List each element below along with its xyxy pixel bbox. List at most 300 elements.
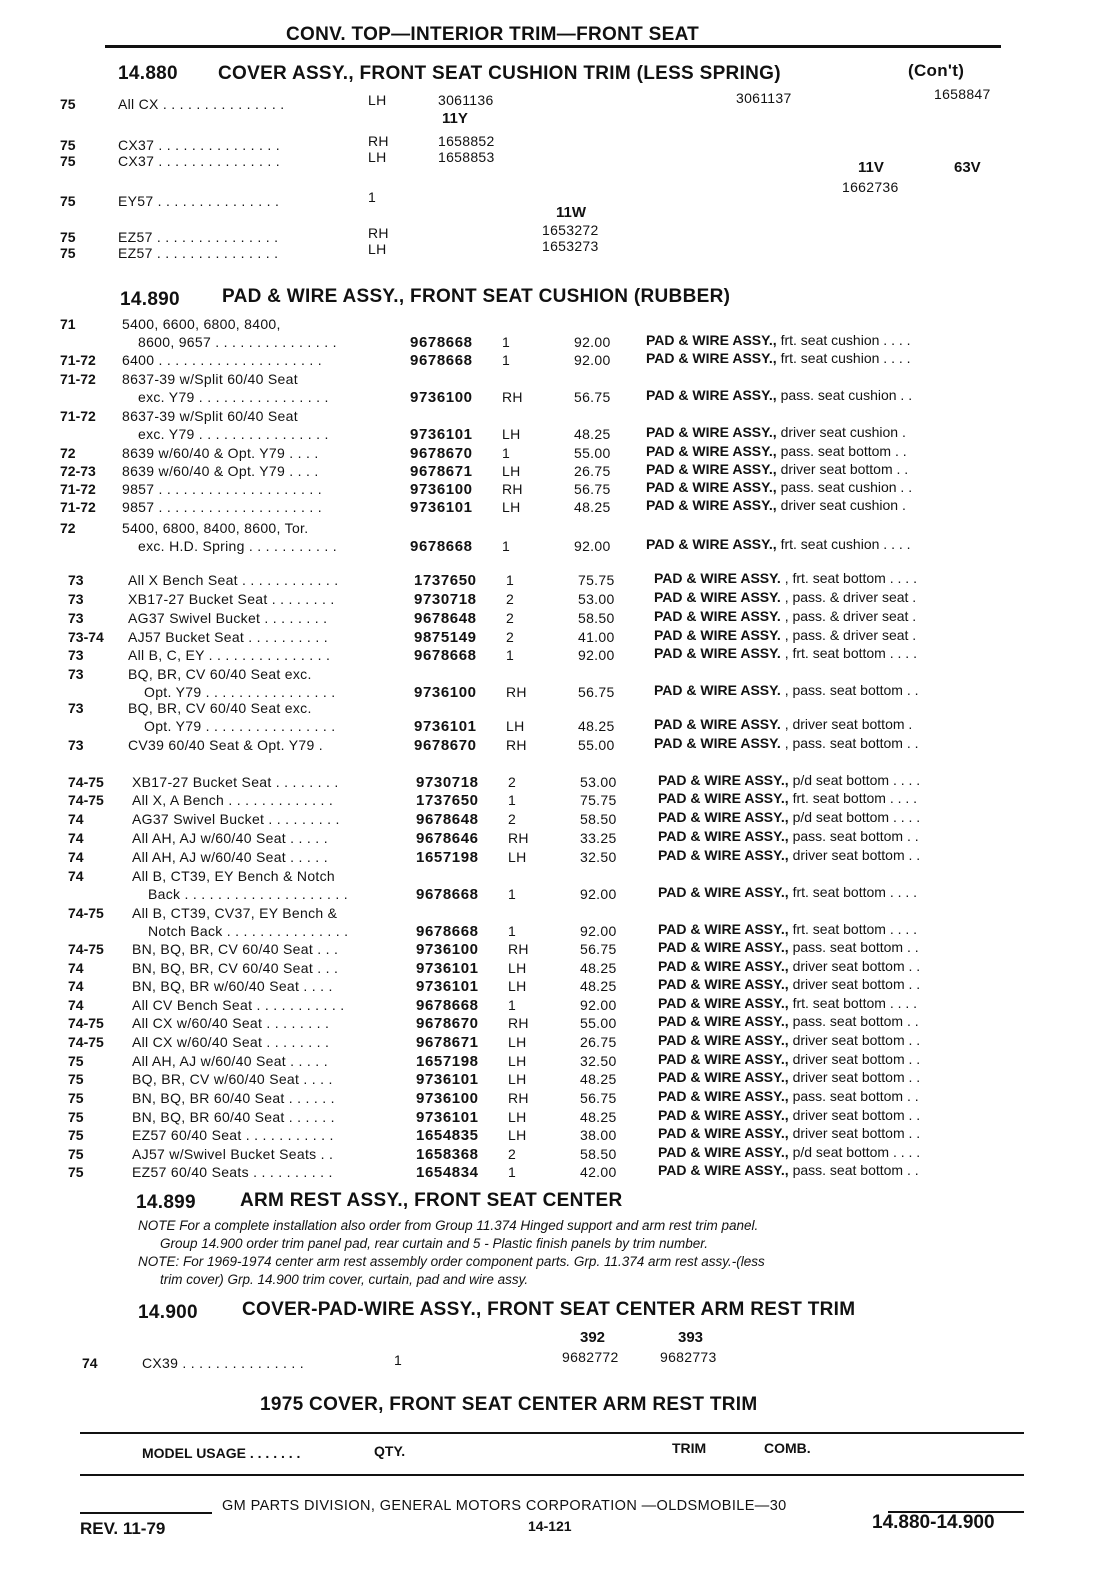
quantity: 2 (506, 610, 515, 626)
part-number: 9678668 (410, 352, 473, 369)
year: 73 (68, 647, 84, 663)
description-detail: frt. seat bottom . . . . (792, 995, 918, 1011)
description-detail: driver seat cushion . (780, 424, 906, 440)
description (658, 809, 920, 825)
description (658, 884, 917, 900)
part-number: 1657198 (416, 1053, 479, 1070)
price: 58.50 (580, 811, 617, 827)
footer-rule-left (80, 1512, 212, 1514)
part-number: 9736101 (416, 1109, 479, 1126)
header-rule (105, 45, 1001, 48)
description-part-name: PAD & WIRE ASSY. (654, 570, 781, 586)
quantity: 1 (502, 352, 511, 368)
side: LH (368, 149, 387, 165)
year: 72-73 (60, 463, 96, 479)
section-number-14900: 14.900 (138, 1302, 198, 1323)
model-usage: CX37 . . . . . . . . . . . . . . . (118, 137, 280, 153)
part-number: 9678668 (416, 923, 479, 940)
price: 56.75 (580, 941, 617, 957)
quantity: RH (508, 1015, 529, 1031)
price: 32.50 (580, 849, 617, 865)
description-detail: pass. seat bottom . . (792, 828, 919, 844)
side: 1 (368, 189, 377, 205)
description (646, 536, 911, 552)
price: 92.00 (574, 538, 611, 554)
model-usage: CX39 . . . . . . . . . . . . . . . (142, 1355, 304, 1371)
section-number-14899: 14.899 (136, 1192, 196, 1213)
description-part-name: PAD & WIRE ASSY., (646, 350, 777, 366)
footer-division: GM PARTS DIVISION, GENERAL MOTORS CORPORATION —OLDSMOBILE—30 (222, 1498, 787, 1514)
description-detail: driver seat bottom . . (780, 461, 909, 477)
model-usage: XB17-27 Bucket Seat . . . . . . . . (132, 774, 339, 790)
model-usage: All CX . . . . . . . . . . . . . . . (118, 96, 285, 112)
description-part-name: PAD & WIRE ASSY., (658, 1162, 789, 1178)
quantity: 1 (502, 334, 511, 350)
description-detail: driver seat bottom . . (792, 1051, 921, 1067)
model-usage: XB17-27 Bucket Seat . . . . . . . . (128, 591, 335, 607)
column-trim: TRIM (672, 1440, 707, 1456)
model-usage: All AH, AJ w/60/40 Seat . . . . . (132, 1053, 328, 1069)
part-number: 9736100 (414, 684, 477, 701)
model-usage: BN, BQ, BR 60/40 Seat . . . . . . (132, 1109, 335, 1125)
description-detail: driver seat bottom . . (792, 847, 921, 863)
description (658, 1107, 920, 1123)
description-part-name: PAD & WIRE ASSY., (658, 1144, 789, 1160)
model-usage: All B, CT39, EY Bench & Notch (132, 868, 335, 884)
model-usage: Opt. Y79 . . . . . . . . . . . . . . . . (144, 718, 336, 734)
model-usage: All X Bench Seat . . . . . . . . . . . . (128, 572, 339, 588)
description (654, 645, 917, 661)
year: 71-72 (60, 481, 96, 497)
description-detail: frt. seat bottom . . . . (792, 790, 918, 806)
year: 74 (68, 978, 84, 994)
part-number: 9678668 (410, 538, 473, 555)
model-usage: BN, BQ, BR, CV 60/40 Seat . . . (132, 960, 339, 976)
quantity: LH (508, 1034, 527, 1050)
description-part-name: PAD & WIRE ASSY., (658, 809, 789, 825)
model-usage: 8600, 9657 . . . . . . . . . . . . . . . (138, 334, 337, 350)
year: 74-75 (68, 792, 104, 808)
description (658, 1013, 919, 1029)
year: 74-75 (68, 905, 104, 921)
description (658, 1162, 919, 1178)
quantity: 1 (508, 792, 517, 808)
description (646, 443, 907, 459)
year: 75 (60, 245, 76, 261)
price: 56.75 (574, 389, 611, 405)
price: 92.00 (580, 886, 617, 902)
description (646, 424, 906, 440)
quantity: RH (502, 481, 523, 497)
description-part-name: PAD & WIRE ASSY., (658, 939, 789, 955)
description-detail: driver seat bottom . . (792, 1125, 921, 1141)
part-number: 9736100 (410, 389, 473, 406)
model-usage: EZ57 60/40 Seat . . . . . . . . . . . (132, 1127, 334, 1143)
part-number: 1658853 (438, 149, 495, 165)
group-range: 14.880-14.900 (872, 1512, 995, 1533)
part-number: 9678668 (414, 647, 477, 664)
description-detail: pass. seat bottom . . (792, 1162, 919, 1178)
year: 71-72 (60, 499, 96, 515)
model-usage: BN, BQ, BR 60/40 Seat . . . . . . (132, 1090, 335, 1106)
trim-code: 63V (954, 159, 981, 176)
page-header: CONV. TOP—INTERIOR TRIM—FRONT SEAT (286, 24, 700, 45)
description (658, 1051, 920, 1067)
description-detail: driver seat bottom . . (792, 1069, 921, 1085)
quantity: LH (508, 960, 527, 976)
description (646, 350, 911, 366)
model-usage: BQ, BR, CV 60/40 Seat exc. (128, 700, 312, 716)
year: 74 (68, 849, 84, 865)
model-usage: 9857 . . . . . . . . . . . . . . . . . . . . (122, 499, 322, 515)
trim-code: 11V (858, 159, 884, 176)
section-title-14890: PAD & WIRE ASSY., FRONT SEAT CUSHION (RUBBER) (222, 286, 731, 307)
description-part-name: PAD & WIRE ASSY., (658, 1013, 789, 1029)
model-usage: AG37 Swivel Bucket . . . . . . . . . (132, 811, 340, 827)
part-number: 1662736 (842, 179, 899, 195)
year: 73 (68, 610, 84, 626)
trim-code: 11W (556, 204, 587, 221)
description-part-name: PAD & WIRE ASSY., (658, 921, 789, 937)
description-part-name: PAD & WIRE ASSY. (654, 716, 781, 732)
description-detail: pass. seat bottom . . (792, 1088, 919, 1104)
description-part-name: PAD & WIRE ASSY., (646, 424, 777, 440)
note-line-3: NOTE: For 1969-1974 center arm rest assembly order component parts. Grp. 11.374 arm rest assy.-(less (138, 1254, 765, 1269)
part-number: 9682773 (660, 1349, 717, 1365)
description (654, 716, 912, 732)
year: 71-72 (60, 371, 96, 387)
quantity: LH (508, 1127, 527, 1143)
description (658, 1069, 920, 1085)
model-usage: 9857 . . . . . . . . . . . . . . . . . . . . (122, 481, 322, 497)
description-part-name: PAD & WIRE ASSY. (654, 735, 781, 751)
description-part-name: PAD & WIRE ASSY., (658, 1125, 789, 1141)
price: 42.00 (580, 1164, 617, 1180)
description-part-name: PAD & WIRE ASSY., (658, 1032, 789, 1048)
year: 73 (68, 700, 84, 716)
year: 75 (60, 137, 76, 153)
description-detail: frt. seat bottom . . . . (792, 884, 918, 900)
part-number: 1658847 (934, 86, 991, 102)
model-usage: BQ, BR, CV w/60/40 Seat . . . . (132, 1071, 333, 1087)
note-line-2: Group 14.900 order trim panel pad, rear curtain and 5 - Plastic finish panels by trim number. (160, 1236, 709, 1251)
description-detail: , pass. seat bottom . . (784, 682, 919, 698)
model-usage: exc. Y79 . . . . . . . . . . . . . . . . (138, 389, 329, 405)
model-usage: CX37 . . . . . . . . . . . . . . . (118, 153, 280, 169)
year: 73 (68, 666, 84, 682)
year: 75 (68, 1164, 84, 1180)
price: 56.75 (580, 1090, 617, 1106)
year: 75 (68, 1053, 84, 1069)
quantity: 2 (508, 1146, 517, 1162)
column-model-usage: MODEL USAGE . . . . . . . (142, 1445, 301, 1461)
description-part-name: PAD & WIRE ASSY., (646, 332, 777, 348)
part-number: 1658852 (438, 133, 495, 149)
description (658, 976, 920, 992)
description (646, 332, 911, 348)
model-usage: All B, C, EY . . . . . . . . . . . . . . . (128, 647, 331, 663)
side: LH (368, 92, 387, 108)
description-part-name: PAD & WIRE ASSY. (654, 645, 781, 661)
price: 92.00 (580, 923, 617, 939)
model-usage: 8637-39 w/Split 60/40 Seat (122, 371, 298, 387)
description-part-name: PAD & WIRE ASSY. (654, 589, 781, 605)
year: 72 (60, 520, 76, 536)
description-detail: pass. seat bottom . . (792, 1013, 919, 1029)
column-comb: COMB. (764, 1440, 811, 1456)
quantity: LH (508, 849, 527, 865)
year: 75 (60, 229, 76, 245)
quantity: 1 (506, 647, 515, 663)
table-bottom-rule (80, 1474, 1024, 1476)
part-number: 9736100 (410, 481, 473, 498)
description-part-name: PAD & WIRE ASSY., (658, 1107, 789, 1123)
side: RH (368, 225, 389, 241)
year: 75 (68, 1146, 84, 1162)
description-part-name: PAD & WIRE ASSY., (658, 1069, 789, 1085)
part-number: 9678648 (416, 811, 479, 828)
model-usage: EZ57 . . . . . . . . . . . . . . . (118, 229, 279, 245)
model-usage: 5400, 6600, 6800, 8400, (122, 316, 281, 332)
year: 73 (68, 737, 84, 753)
quantity: 2 (508, 774, 517, 790)
section-number-14880: 14.880 (118, 63, 178, 84)
price: 38.00 (580, 1127, 617, 1143)
description (658, 1125, 920, 1141)
quantity: LH (508, 1109, 527, 1125)
description-part-name: PAD & WIRE ASSY., (658, 995, 789, 1011)
description (654, 570, 917, 586)
model-usage: EZ57 . . . . . . . . . . . . . . . (118, 245, 279, 261)
section-number-14890: 14.890 (120, 289, 180, 310)
description-detail: pass. seat bottom . . (792, 939, 919, 955)
model-usage: AG37 Swivel Bucket . . . . . . . . (128, 610, 328, 626)
price: 32.50 (580, 1053, 617, 1069)
price: 48.25 (580, 978, 617, 994)
description-detail: , frt. seat bottom . . . . (784, 645, 917, 661)
description-part-name: PAD & WIRE ASSY., (658, 1051, 789, 1067)
description-part-name: PAD & WIRE ASSY., (658, 1088, 789, 1104)
page-number: 14-121 (528, 1518, 572, 1534)
quantity: RH (506, 684, 527, 700)
quantity: RH (508, 941, 529, 957)
description (658, 790, 917, 806)
model-usage: Back . . . . . . . . . . . . . . . . . . . . (148, 886, 348, 902)
part-number: 9736101 (416, 1071, 479, 1088)
model-usage: 5400, 6800, 8400, 8600, Tor. (122, 520, 309, 536)
part-number: 9678668 (416, 886, 479, 903)
description-part-name: PAD & WIRE ASSY., (658, 847, 789, 863)
description (658, 1032, 920, 1048)
description (658, 958, 920, 974)
part-number: 1653272 (542, 222, 599, 238)
year: 74-75 (68, 774, 104, 790)
part-number: 1654835 (416, 1127, 479, 1144)
description-detail: , frt. seat bottom . . . . (784, 570, 917, 586)
model-usage: All CX w/60/40 Seat . . . . . . . . (132, 1034, 330, 1050)
year: 74-75 (68, 1015, 104, 1031)
description-detail: driver seat bottom . . (792, 1032, 921, 1048)
part-number: 9678646 (416, 830, 479, 847)
description-detail: driver seat bottom . . (792, 976, 921, 992)
price: 58.50 (580, 1146, 617, 1162)
part-number: 9736101 (416, 978, 479, 995)
year: 74 (82, 1355, 98, 1371)
part-number: 9678671 (410, 463, 473, 480)
part-number: 9678670 (410, 445, 473, 462)
year: 75 (60, 193, 76, 209)
description-detail: , pass. & driver seat . (784, 589, 917, 605)
model-usage: BN, BQ, BR, CV 60/40 Seat . . . (132, 941, 339, 957)
description-detail: pass. seat cushion . . (780, 387, 913, 403)
part-number: 9730718 (416, 774, 479, 791)
price: 48.25 (578, 718, 615, 734)
trim-code-393: 393 (678, 1329, 704, 1346)
table-top-rule (80, 1432, 1024, 1434)
year: 71 (60, 316, 76, 332)
model-usage: EY57 . . . . . . . . . . . . . . . (118, 193, 280, 209)
description (658, 772, 920, 788)
description (658, 995, 917, 1011)
part-number: 9736101 (416, 960, 479, 977)
part-number: 9678668 (410, 334, 473, 351)
part-number: 9678670 (414, 737, 477, 754)
price: 41.00 (578, 629, 615, 645)
description-detail: pass. seat cushion . . (780, 479, 913, 495)
model-usage: AJ57 w/Swivel Bucket Seats . . (132, 1146, 334, 1162)
quantity: LH (502, 463, 521, 479)
description-detail: , pass. & driver seat . (784, 627, 917, 643)
price: 53.00 (580, 774, 617, 790)
quantity: LH (508, 978, 527, 994)
description (654, 608, 916, 624)
year: 73 (68, 591, 84, 607)
section-title-14900: COVER-PAD-WIRE ASSY., FRONT SEAT CENTER ARM REST TRIM (242, 1299, 856, 1320)
year: 74-75 (68, 941, 104, 957)
description-detail: driver seat cushion . (780, 497, 906, 513)
part-number: 9730718 (414, 591, 477, 608)
description-part-name: PAD & WIRE ASSY., (646, 461, 777, 477)
model-usage: All CV Bench Seat . . . . . . . . . . . (132, 997, 345, 1013)
part-number: 9736101 (410, 499, 473, 516)
part-number: 1657198 (416, 849, 479, 866)
description (658, 847, 920, 863)
price: 56.75 (578, 684, 615, 700)
price: 26.75 (574, 463, 611, 479)
price: 48.25 (580, 1109, 617, 1125)
model-usage: All CX w/60/40 Seat . . . . . . . . (132, 1015, 330, 1031)
description-detail: driver seat bottom . . (792, 958, 921, 974)
part-number: 9678648 (414, 610, 477, 627)
trim-code-392: 392 (580, 1329, 606, 1346)
quantity: LH (506, 718, 525, 734)
part-number: 9736101 (410, 426, 473, 443)
part-number: 1653273 (542, 238, 599, 254)
quantity: 1 (508, 923, 517, 939)
year: 75 (60, 96, 76, 112)
price: 75.75 (578, 572, 615, 588)
quantity: 1 (502, 445, 511, 461)
quantity: 2 (508, 811, 517, 827)
quantity: RH (508, 1090, 529, 1106)
model-usage: 8639 w/60/40 & Opt. Y79 . . . . (122, 445, 319, 461)
section-title-1975: 1975 COVER, FRONT SEAT CENTER ARM REST TRIM (260, 1394, 758, 1415)
side: LH (368, 241, 387, 257)
year: 71-72 (60, 352, 96, 368)
year: 75 (68, 1127, 84, 1143)
description-detail: , pass. & driver seat . (784, 608, 917, 624)
price: 48.25 (574, 426, 611, 442)
description-detail: frt. seat cushion . . . . (780, 332, 911, 348)
model-usage: EZ57 60/40 Seats . . . . . . . . . . (132, 1164, 333, 1180)
price: 92.00 (578, 647, 615, 663)
part-number: 9736101 (414, 718, 477, 735)
price: 58.50 (578, 610, 615, 626)
description (654, 735, 919, 751)
description-detail: p/d seat bottom . . . . (792, 809, 921, 825)
description-detail: driver seat bottom . . (792, 1107, 921, 1123)
quantity: 1 (506, 572, 515, 588)
year: 75 (68, 1090, 84, 1106)
price: 92.00 (580, 997, 617, 1013)
model-usage: All X, A Bench . . . . . . . . . . . . . (132, 792, 334, 808)
description (646, 461, 908, 477)
model-usage: exc. H.D. Spring . . . . . . . . . . . (138, 538, 337, 554)
description-part-name: PAD & WIRE ASSY., (658, 976, 789, 992)
year: 74 (68, 868, 84, 884)
price: 48.25 (580, 960, 617, 976)
description-detail: , driver seat bottom . (784, 716, 913, 732)
description-part-name: PAD & WIRE ASSY. (654, 627, 781, 643)
part-number: 9736100 (416, 1090, 479, 1107)
model-usage: 8639 w/60/40 & Opt. Y79 . . . . (122, 463, 319, 479)
description-part-name: PAD & WIRE ASSY., (658, 772, 789, 788)
model-usage: CV39 60/40 Seat & Opt. Y79 . (128, 737, 323, 753)
price: 92.00 (574, 334, 611, 350)
year: 75 (60, 153, 76, 169)
description (658, 828, 919, 844)
description (646, 387, 912, 403)
quantity: RH (508, 830, 529, 846)
description-part-name: PAD & WIRE ASSY., (646, 443, 777, 459)
price: 55.00 (578, 737, 615, 753)
model-usage: Notch Back . . . . . . . . . . . . . . . (148, 923, 349, 939)
description-part-name: PAD & WIRE ASSY. (654, 682, 781, 698)
quantity: LH (508, 1053, 527, 1069)
description (658, 1144, 920, 1160)
description-part-name: PAD & WIRE ASSY., (658, 790, 789, 806)
part-number: 9678671 (416, 1034, 479, 1051)
part-number: 9682772 (562, 1349, 619, 1365)
part-number: 3061136 (438, 92, 494, 108)
part-number: 1654834 (416, 1164, 479, 1181)
price: 55.00 (580, 1015, 617, 1031)
year: 72 (60, 445, 76, 461)
model-usage: All B, CT39, CV37, EY Bench & (132, 905, 338, 921)
price: 33.25 (580, 830, 617, 846)
part-number: 1737650 (414, 572, 477, 589)
model-usage: All AH, AJ w/60/40 Seat . . . . . (132, 830, 328, 846)
quantity: 2 (506, 591, 515, 607)
part-number: 9736100 (416, 941, 479, 958)
section-title-14880: COVER ASSY., FRONT SEAT CUSHION TRIM (LESS SPRING) (218, 63, 781, 84)
quantity: 1 (508, 997, 517, 1013)
description-part-name: PAD & WIRE ASSY., (646, 497, 777, 513)
year: 74 (68, 997, 84, 1013)
quantity: LH (502, 426, 521, 442)
description-part-name: PAD & WIRE ASSY., (658, 884, 789, 900)
year: 74 (68, 830, 84, 846)
